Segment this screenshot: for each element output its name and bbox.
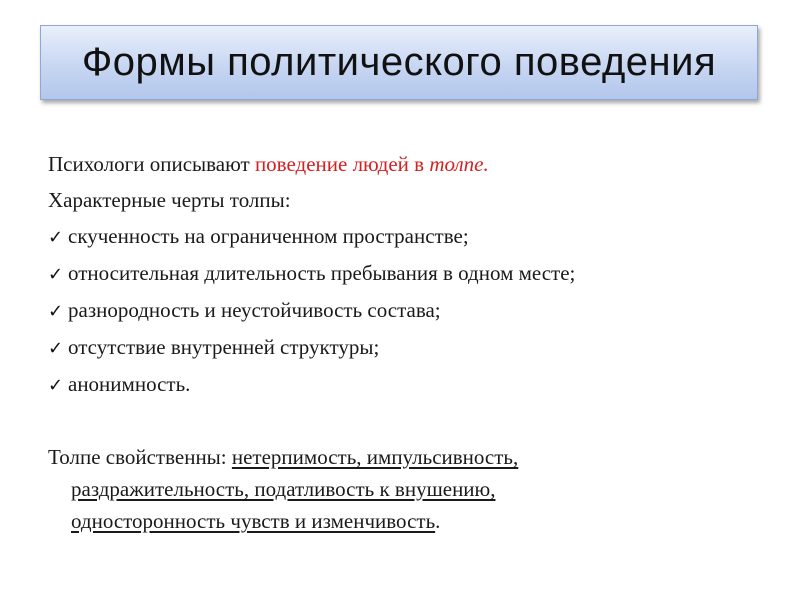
trait-item [48,329,768,366]
trait-text: отсутствие внутренней структуры; [68,335,380,359]
intro-line [48,146,768,182]
intro-red-text: поведение людей в [254,152,430,176]
spacer [48,403,768,441]
check-mark-icon: ✓ [48,264,64,285]
summary-lead: Толпе свойственны: [48,445,232,469]
traits-heading: Характерные черты толпы: [48,188,291,212]
check-mark-icon: ✓ [48,375,64,396]
trait-text: разнородность и неустойчивость состава; [68,298,441,322]
check-mark-icon: ✓ [48,338,64,359]
summary-indent-line-3 [48,505,768,537]
trait-text: скученность на ограниченном пространстве; [68,224,469,248]
summary-tail: . [435,509,441,533]
summary-indent-line-2 [48,473,768,505]
summary-underlined-line-3: односторонность чувств и изменчивость [71,509,436,533]
check-mark-icon: ✓ [48,227,64,248]
trait-text: анонимность. [68,372,191,396]
slide-title: Формы политического поведения [81,40,717,84]
summary-underlined-line-1: нетерпимость, импульсивность, [231,445,519,469]
trait-item [48,292,768,329]
trait-item [48,218,768,255]
slide-body [48,146,768,537]
trait-text: относительная длительность пребывания в одном месте; [68,261,576,285]
summary-underlined-line-2: раздражительность, податливость к внушению, [71,477,496,501]
title-banner [40,25,758,100]
check-mark-icon: ✓ [48,301,64,322]
intro-red-italic-text: толпе. [429,152,489,176]
intro-plain-text: Психологи описывают [48,152,255,176]
summary-paragraph [48,441,768,537]
trait-item [48,366,768,403]
trait-item [48,255,768,292]
